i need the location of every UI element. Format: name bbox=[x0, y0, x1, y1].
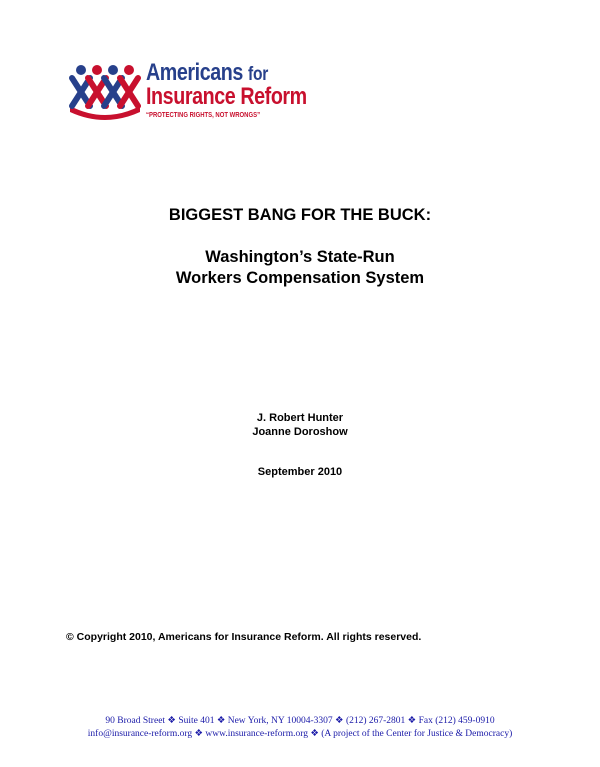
logo-tagline: “PROTECTING RIGHTS, NOT WRONGS” bbox=[146, 112, 261, 119]
copyright-notice: © Copyright 2010, Americans for Insurance Reform. All rights reserved. bbox=[66, 631, 422, 643]
subtitle-line-1: Washington’s State-Run bbox=[205, 248, 395, 266]
document-title: BIGGEST BANG FOR THE BUCK: bbox=[168, 206, 432, 224]
author-name: J. Robert Hunter bbox=[256, 412, 344, 424]
footer-address: 90 Broad Street ❖ Suite 401 ❖ New York, NY 10004-3307 ❖ (212) 267-2801 ❖ Fax (212) 459-0910 bbox=[105, 716, 495, 726]
logo-text-americans: Americans for bbox=[146, 59, 269, 86]
footer-contact: info@insurance-reform.org ❖ www.insurance-reform.org ❖ (A project of the Center for Justice & Democracy) bbox=[87, 729, 513, 739]
people-chain-logo-icon bbox=[66, 62, 144, 122]
publication-date: September 2010 bbox=[257, 466, 343, 478]
authors bbox=[0, 411, 600, 439]
author-name: Joanne Doroshow bbox=[252, 426, 348, 438]
subtitle-line-2: Workers Compensation System bbox=[175, 269, 425, 287]
logo-text-insurance-reform: Insurance Reform bbox=[146, 83, 307, 110]
document-subtitle bbox=[0, 247, 600, 289]
organization-logo bbox=[66, 59, 307, 124]
